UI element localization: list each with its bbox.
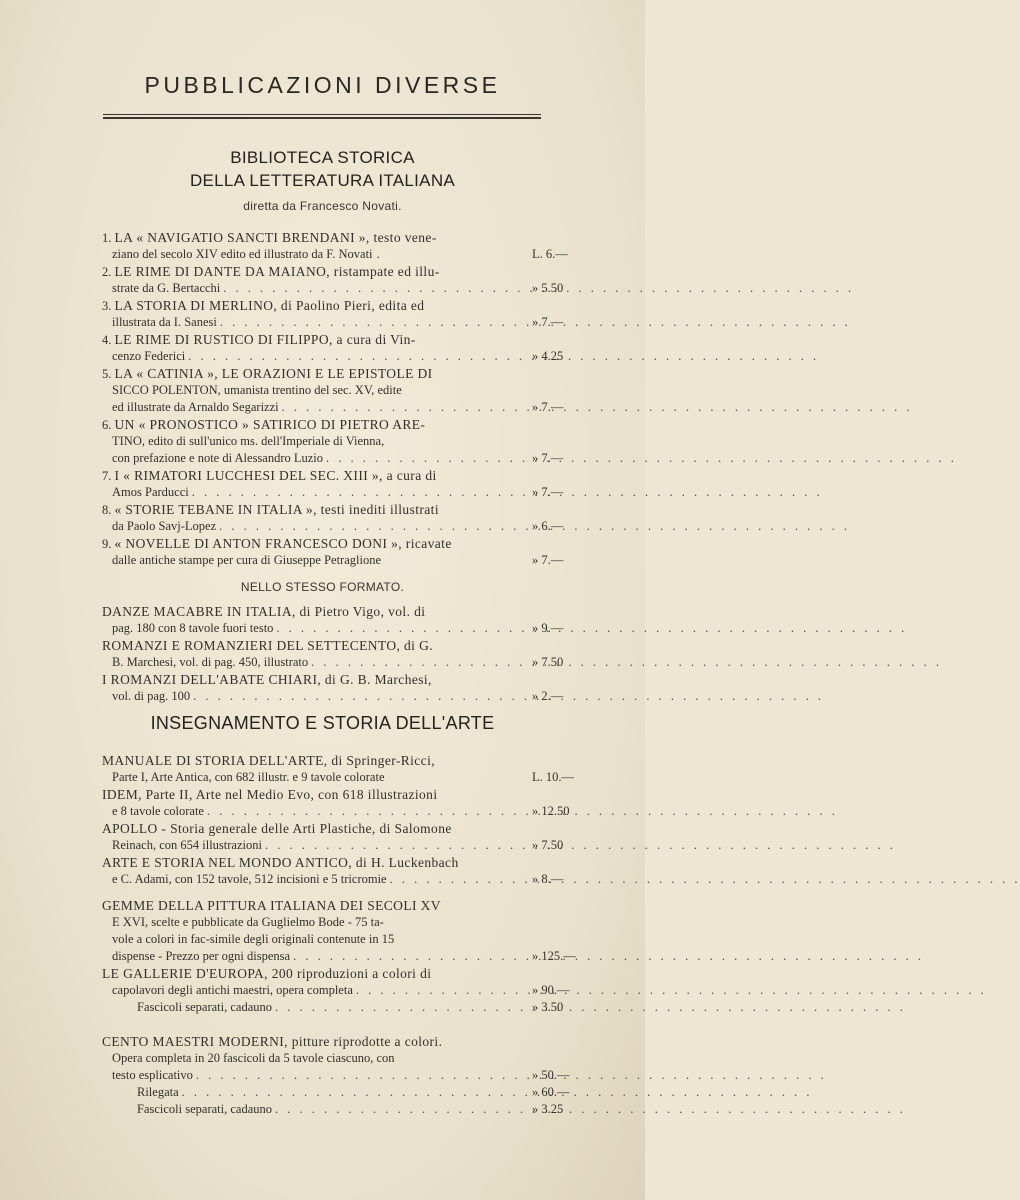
catalog-entry-line: 1. LA « NAVIGATIO SANCTI BRENDANI », testo vene- (102, 230, 437, 245)
price: » 7.— (532, 315, 564, 329)
catalog-entry-line: ROMANZI E ROMANZIERI DEL SETTECENTO, di G. (102, 638, 434, 653)
price: » 50.— (532, 1068, 570, 1082)
page-title: PUBBLICAZIONI DIVERSE (144, 72, 501, 98)
catalog-entry-line: Rilegata . . . (137, 1084, 528, 1101)
catalog-entry-line: e C. Adami, con 152 tavole, 512 incisioni e 5 tricromie . . . (112, 871, 525, 888)
catalog-entry-line: 6. UN « PRONOSTICO » SATIRICO DI PIETRO ARE- (102, 417, 426, 432)
title-rule-thin (103, 114, 541, 115)
catalog-entry-line: LE GALLERIE D'EUROPA, 200 riproduzioni a colori di (102, 966, 432, 981)
catalog-entry-line: 3. LA STORIA DI MERLINO, di Paolino Pieri, edita ed (102, 298, 425, 313)
catalog-entry-line: TINO, edito di sull'unico ms. dell'Imperiale di Vienna, (112, 434, 385, 448)
price: » 8.— (532, 872, 564, 886)
catalog-entry-line: 2. LE RIME DI DANTE DA MAIANO, ristampate ed illu- (102, 264, 440, 279)
catalog-entry-line: MANUALE DI STORIA DELL'ARTE, di Springer-Ricci, (102, 753, 435, 768)
price: » 6.— (532, 519, 564, 533)
catalog-entry-line: IDEM, Parte II, Arte nel Medio Evo, con 618 illustrazioni (102, 787, 438, 802)
catalog-entry-line: ziano del secolo XIV edito ed illustrato da F. Novati . (112, 247, 380, 261)
catalog-entry-line: 9. « NOVELLE DI ANTON FRANCESCO DONI », ricavate (102, 536, 452, 551)
catalog-entry-line: dalle antiche stampe per cura di Giuseppe Petraglione (112, 553, 381, 567)
catalog-entry-line: 5. LA « CATINIA », LE ORAZIONI E LE EPISTOLE DI (102, 366, 433, 381)
price: » 3.25 (532, 1102, 564, 1116)
price: L. 10.— (532, 770, 575, 784)
catalog-entry-line: vole a colori in fac-simile degli originali contenute in 15 (112, 932, 395, 946)
catalog-entry-line: SICCO POLENTON, umanista trentino del sec. XV, edite (112, 383, 402, 397)
price: » 125.— (532, 949, 576, 963)
catalog-entry-line: illustrata da I. Sanesi . . . (112, 314, 525, 331)
price: » 9.— (532, 621, 564, 635)
catalog-entry-line: capolavori degli antichi maestri, opera completa . . . (112, 982, 525, 999)
catalog-entry-line: dispense - Prezzo per ogni dispensa . . . (112, 948, 525, 965)
catalog-entry-line: Reinach, con 654 illustrazioni . . . (112, 837, 525, 854)
price: » 5.50 (532, 281, 564, 295)
price: L. 6.— (532, 247, 568, 261)
catalog-entry-line: 4. LE RIME DI RUSTICO DI FILIPPO, a cura di Vin- (102, 332, 416, 347)
price: » 90.— (532, 983, 570, 997)
price: » 7.— (532, 451, 564, 465)
catalog-entry-line: Fascicoli separati, cadauno . . . (137, 999, 528, 1016)
catalog-entry-line: da Paolo Savj-Lopez . . . (112, 518, 525, 535)
title-rule-thick (103, 117, 541, 119)
catalog-entry-line: GEMME DELLA PITTURA ITALIANA DEI SECOLI XV (102, 898, 441, 913)
section-title-biblioteca-2: DELLA LETTERATURA ITALIANA (189, 171, 456, 190)
catalog-entry-line: E XVI, scelte e pubblicate da Guglielmo Bode - 75 ta- (112, 915, 384, 929)
catalog-entry-line: 8. « STORIE TEBANE IN ITALIA », testi inediti illustrati (102, 502, 439, 517)
price: » 12.50 (532, 804, 570, 818)
price: » 7.— (532, 485, 564, 499)
catalog-entry-line: con prefazione e note di Alessandro Luzio . . . (112, 450, 525, 467)
catalog-entry-line: Parte I, Arte Antica, con 682 illustr. e 9 tavole colorate (112, 770, 385, 784)
price: » 7.50 (532, 655, 564, 669)
catalog-entry-line: pag. 180 con 8 tavole fuori testo . . . (112, 620, 525, 637)
catalog-entry-line: DANZE MACABRE IN ITALIA, di Pietro Vigo, vol. di (102, 604, 426, 619)
catalog-entry-line: testo esplicativo . . . (112, 1067, 525, 1084)
price: » 7.— (532, 400, 564, 414)
price: » 60.— (532, 1085, 570, 1099)
price: » 7.50 (532, 838, 564, 852)
catalog-entry-line: ARTE E STORIA NEL MONDO ANTICO, di H. Luckenbach (102, 855, 459, 870)
catalog-entry-line: ed illustrate da Arnaldo Segarizzi . . . (112, 399, 525, 416)
catalog-entry-line: cenzo Federici . . . (112, 348, 525, 365)
price: » 3.50 (532, 1000, 564, 1014)
editor-line: diretta da Francesco Novati. (243, 199, 402, 213)
price: » 4.25 (532, 349, 564, 363)
section-title-arte: INSEGNAMENTO E STORIA DELL'ARTE (150, 713, 495, 733)
catalog-entry-line: CENTO MAESTRI MODERNI, pitture riprodotte a colori. (102, 1034, 443, 1049)
catalog-entry-line: strate da G. Bertacchi . . . (112, 280, 525, 297)
section-title-biblioteca: BIBLIOTECA STORICA (230, 148, 415, 167)
catalog-entry-line: Amos Parducci . . . (112, 484, 525, 501)
catalog-entry-line: APOLLO - Storia generale delle Arti Plastiche, di Salomone (102, 821, 452, 836)
catalog-entry-line: 7. I « RIMATORI LUCCHESI DEL SEC. XIII », a cura di (102, 468, 437, 483)
catalog-entry-line: Fascicoli separati, cadauno . . . (137, 1101, 528, 1118)
catalog-entry-line: I ROMANZI DELL'ABATE CHIARI, di G. B. Marchesi, (102, 672, 432, 687)
catalog-entry-line: vol. di pag. 100 . . . (112, 688, 525, 705)
catalog-entry-line: e 8 tavole colorate . . . (112, 803, 525, 820)
catalog-entry-line: B. Marchesi, vol. di pag. 450, illustrato . . . (112, 654, 525, 671)
catalog-entry-line: Opera completa in 20 fascicoli da 5 tavole ciascuno, con (112, 1051, 395, 1065)
price: » 2.— (532, 689, 564, 703)
subheading-same-format: NELLO STESSO FORMATO. (240, 580, 405, 594)
price: » 7.— (532, 553, 564, 567)
